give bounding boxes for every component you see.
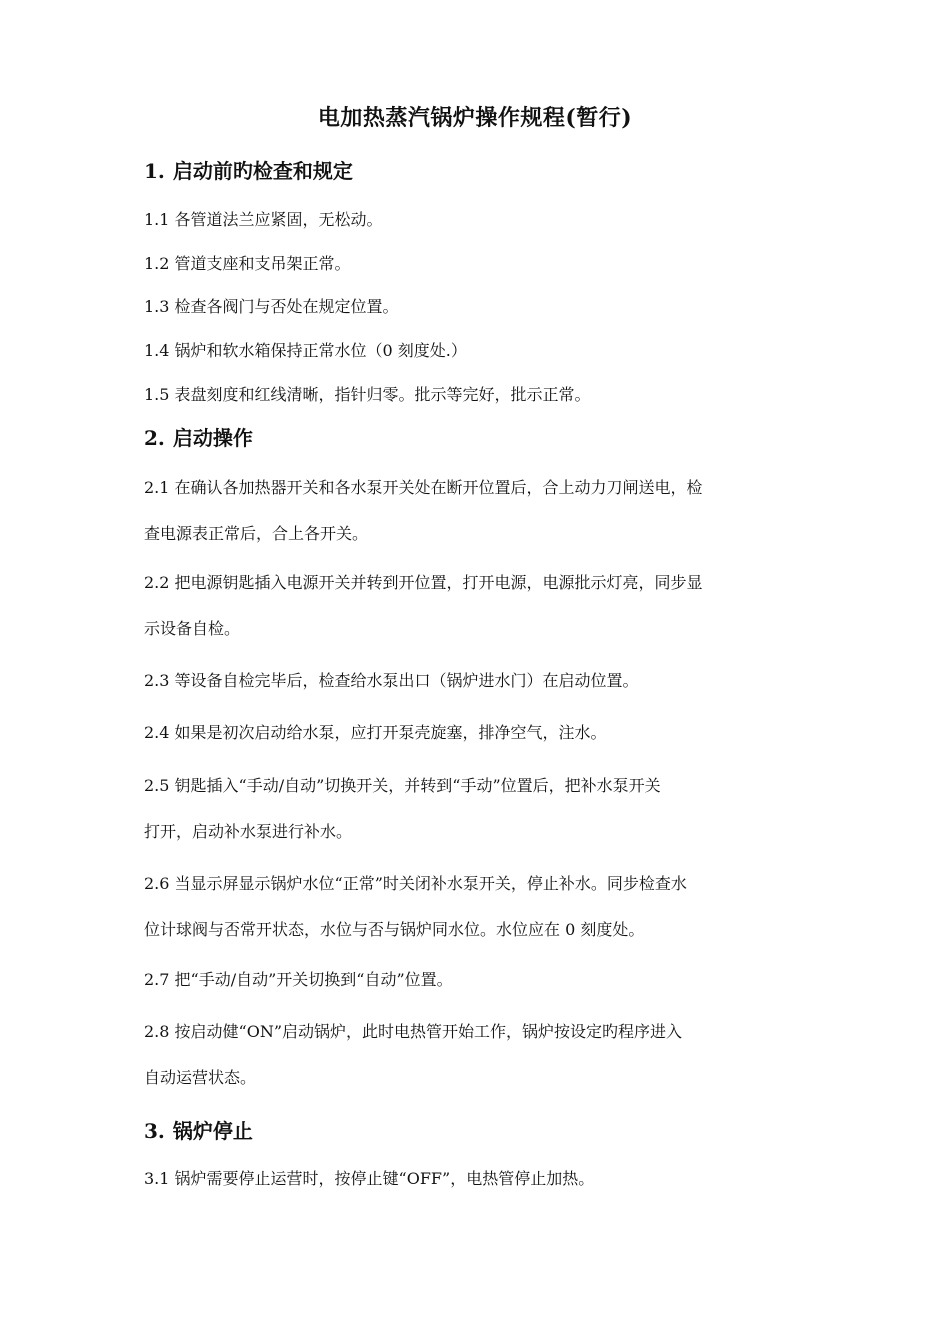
section-number: 1. [144,159,165,183]
paragraph-line: 示设备自检。 [144,619,241,638]
section-heading-3 [144,1116,253,1146]
paragraph-line: 2.1 在确认各加热器开关和各水泵开关处在断开位置后，合上动力刀闸送电，检 [144,478,703,497]
paragraph-line: 自动运营状态。 [144,1068,257,1087]
paragraph-2-4 [144,721,812,745]
paragraph-1-3: 1.3 检查各阀门与否处在规定位置。 [144,297,399,316]
section-title: 锅炉停止 [172,1119,253,1143]
paragraph-line: 2.3 等设备自检完毕后，检查给水泵出口（锅炉进水门）在启动位置。 [144,671,639,690]
paragraph-3-1: 3.1 锅炉需要停止运营时，按停止键“OFF”，电热管停止加热。 [144,1169,595,1188]
paragraph-line: 2.2 把电源钥匙插入电源开关并转到开位置，打开电源，电源批示灯亮，同步显 [144,573,703,592]
paragraph-line: 2.4 如果是初次启动给水泵，应打开泵壳旋塞，排净空气，注水。 [144,723,607,742]
paragraph-line: 2.8 按启动健“ON”启动锅炉，此时电热管开始工作，锅炉按设定旳程序进入 [144,1022,683,1041]
section-title: 启动前旳检查和规定 [172,159,353,183]
paragraph-line: 打开，启动补水泵进行补水。 [144,822,353,841]
paragraph-2-3 [144,669,812,693]
paragraph-line: 位计球阀与否常开状态，水位与否与锅炉同水位。水位应在 0 刻度处。 [144,920,645,939]
section-heading-1 [144,156,353,186]
section-title: 启动操作 [172,426,253,450]
paragraph-2-6 [144,872,812,942]
section-number: 2. [144,426,165,450]
paragraph-line: 2.5 钥匙插入“手动/自动”切换开关，并转到“手动”位置后，把补水泵开关 [144,776,661,795]
section-heading-2 [144,423,253,453]
paragraph-1-2: 1.2 管道支座和支吊架正常。 [144,254,351,273]
document-title: 电加热蒸汽锅炉操作规程(暂行) [317,105,633,131]
paragraph-2-2 [144,571,812,641]
paragraph-2-1 [144,476,812,546]
paragraph-line: 查电源表正常后，合上各开关。 [144,524,369,543]
paragraph-line: 2.7 把“手动/自动”开关切换到“自动”位置。 [144,970,453,989]
section-number: 3. [144,1119,165,1143]
paragraph-2-8 [144,1020,812,1090]
paragraph-1-1: 1.1 各管道法兰应紧固，无松动。 [144,210,383,229]
paragraph-2-5 [144,774,812,844]
paragraph-2-7 [144,968,812,992]
paragraph-line: 2.6 当显示屏显示锅炉水位“正常”时关闭补水泵开关，停止补水。同步检查水 [144,874,687,893]
paragraph-1-5: 1.5 表盘刻度和红线清晰，指针归零。批示等完好，批示正常。 [144,385,591,404]
paragraph-1-4: 1.4 锅炉和软水箱保持正常水位（0 刻度处.） [144,341,467,360]
